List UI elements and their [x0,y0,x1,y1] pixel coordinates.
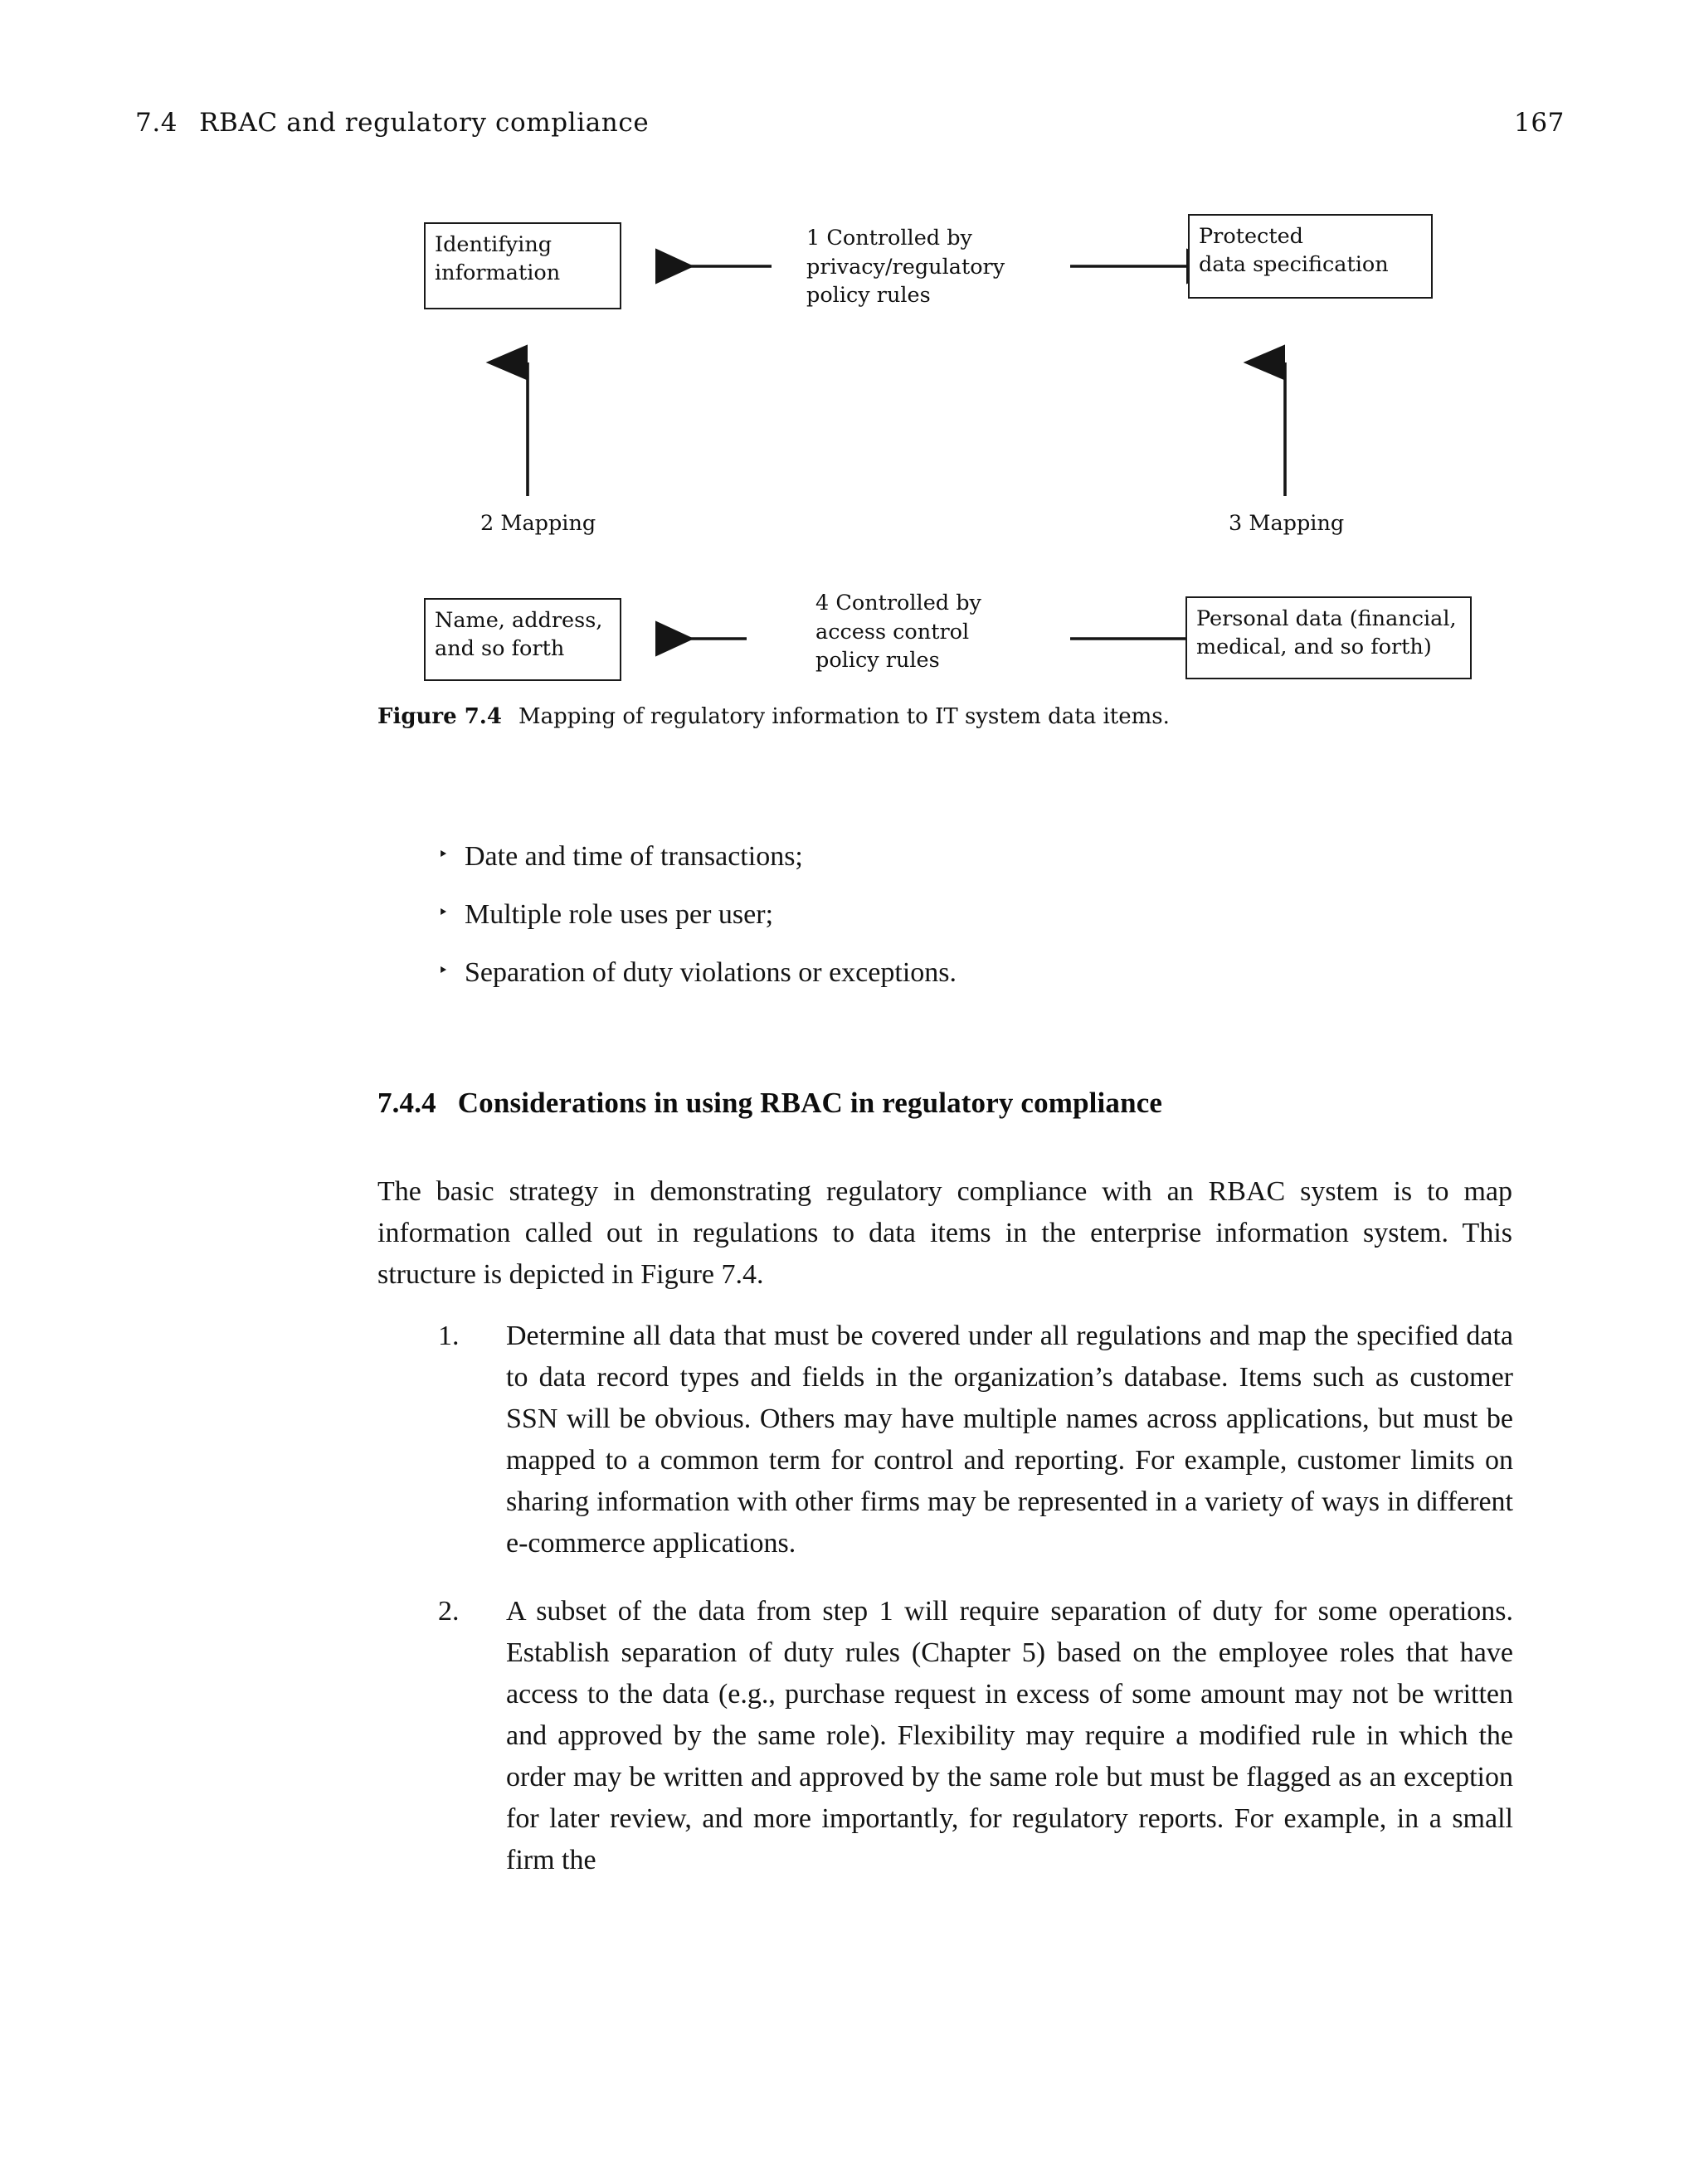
running-head-section-number: 7.4 [135,108,178,138]
list-item [438,840,1417,873]
figure-caption-label: Figure 7.4 [377,704,502,729]
section-heading-number: 7.4.4 [377,1087,436,1119]
list-item [438,898,1417,931]
figure-label-mapping-left: 2 Mapping [480,511,596,536]
figure-label-mapping-right: 3 Mapping [1229,511,1345,536]
triangle-bullet-icon: ‣ [438,844,449,864]
list-item [438,1316,1513,1564]
list-item [438,956,1417,989]
numbered-list [438,1316,1513,1908]
figure-box-personal-data: Personal data (financial, medical, and so forth) [1185,596,1472,679]
triangle-bullet-icon: ‣ [438,902,449,923]
bullet-text: Date and time of transactions; [465,841,803,872]
figure-box-protected-data-specification: Protected data specification [1188,214,1433,299]
section-heading-title: Considerations in using RBAC in regulatory compliance [457,1087,1163,1119]
bullet-list [438,840,1417,1014]
triangle-bullet-icon: ‣ [438,961,449,981]
bullet-text: Multiple role uses per user; [465,899,774,931]
running-head [135,108,1565,138]
bullet-text: Separation of duty violations or exceptions. [465,957,957,989]
figure-label-controlled-by-access: 4 Controlled by access control policy rules [815,591,981,674]
list-item-text: A subset of the data from step 1 will require separation of duty for some operations. Establish separation of duty rules (Chapter 5) based on the employee roles that have access to the data (e.g., purchase request in excess of some amount may not be written and approved by the same role). Flexibility may require a modified rule in which the order may be written and approved by the same role but must be flagged as an exception for later review, and more importantly, for regulatory reports. For example, in a small firm the [506,1595,1513,1875]
list-item-marker: 2. [438,1595,460,1627]
section-heading [377,1087,1162,1120]
list-item [438,1591,1513,1881]
list-item-text: Determine all data that must be covered under all regulations and map the specified data to data record types and fields in the organization’s database. Items such as customer SSN will be obvious. Others may have multiple names across applications, but must be mapped to a common term for control and reporting. For example, customer limits on sharing information with other firms may be represented in a variety of ways in different e-commerce applications. [506,1321,1513,1559]
figure-label-controlled-by-privacy: 1 Controlled by privacy/regulatory policy rules [806,226,1005,309]
intro-paragraph: The basic strategy in demonstrating regulatory compliance with an RBAC system is to map information called out in regulations to data items in the enterprise information system. This structure is depicted in Figure 7.4. [377,1176,1512,1290]
page-number: 167 [1514,108,1565,138]
figure-box-identifying-information: Identifying information [424,222,621,309]
figure-box-name-address: Name, address, and so forth [424,598,621,681]
running-head-left [135,108,649,138]
figure-caption [377,704,1170,729]
figure-caption-text: Mapping of regulatory information to IT system data items. [518,704,1170,729]
list-item-marker: 1. [438,1321,460,1351]
running-head-section-title: RBAC and regulatory compliance [199,108,650,138]
